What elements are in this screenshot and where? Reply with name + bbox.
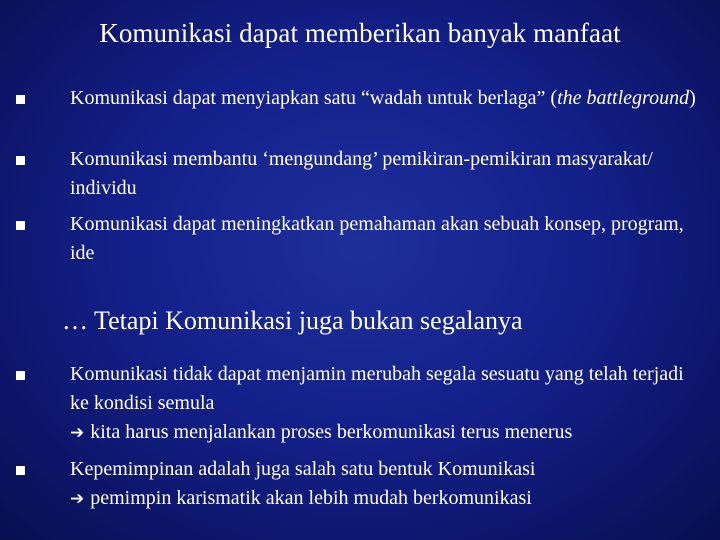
arrow-note-text: kita harus menjalankan proses berkomunikasi terus menerus [90, 421, 573, 443]
arrow-note [70, 418, 700, 448]
bullet-text: Kepemimpinan adalah juga salah satu bentuk Komunikasi [70, 458, 536, 480]
arrow-note [70, 484, 700, 514]
section-subtitle: … Tetapi Komunikasi juga bukan segalanya [62, 306, 523, 335]
square-bullet-icon [16, 156, 25, 165]
list-item [70, 84, 700, 113]
list-item [70, 210, 700, 268]
bullet-text: Komunikasi dapat meningkatkan pemahaman akan sebuah konsep, program, ide [70, 213, 684, 264]
bullet-text-italic: the battleground [557, 87, 690, 109]
square-bullet-icon [16, 221, 25, 230]
right-arrow-icon: ➔ [70, 423, 85, 443]
list-item [70, 145, 700, 203]
bullet-text: Komunikasi dapat menyiapkan satu “wadah untuk berlaga” ( [70, 87, 558, 109]
square-bullet-icon [16, 371, 25, 380]
list-item [70, 360, 700, 448]
bullet-text: Komunikasi membantu ‘mengundang’ pemikiran-pemikiran masyarakat/ individu [70, 148, 653, 199]
list-item [70, 455, 700, 514]
square-bullet-icon [16, 95, 25, 104]
right-arrow-icon: ➔ [70, 489, 85, 509]
arrow-note-text: pemimpin karismatik akan lebih mudah berkomunikasi [90, 487, 532, 509]
square-bullet-icon [16, 466, 25, 475]
bullet-text: Komunikasi tidak dapat menjamin merubah segala sesuatu yang telah terjadi ke kondisi semula [70, 363, 684, 414]
bullet-text: ) [689, 87, 696, 109]
slide-title: Komunikasi dapat memberikan banyak manfaat [99, 18, 621, 48]
